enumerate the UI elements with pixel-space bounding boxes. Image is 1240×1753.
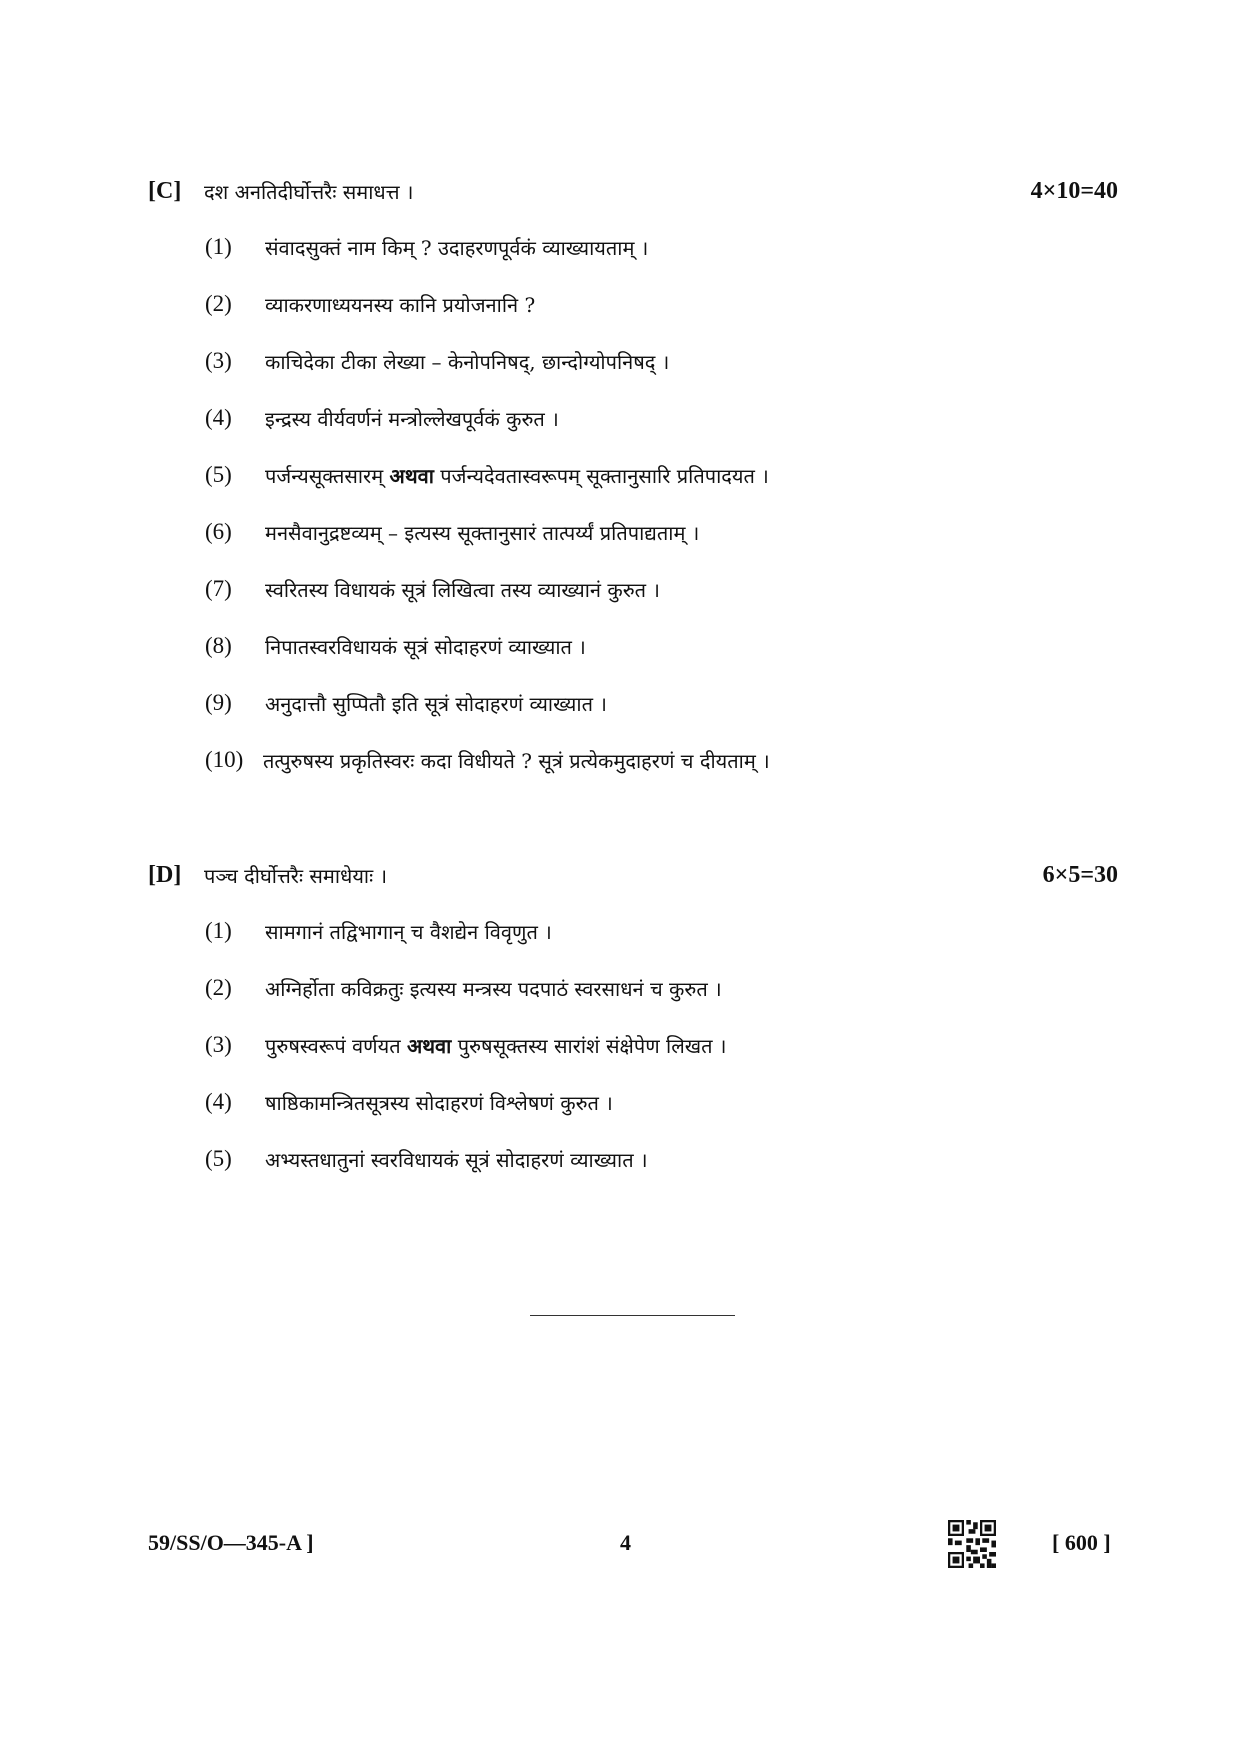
question-number: (8) — [205, 633, 232, 658]
question-number: (5) — [205, 462, 232, 487]
question-d-2 — [205, 975, 1105, 1011]
question-text-part: पुरुषसूक्तस्य सारांशं संक्षेपेण लिखत । — [457, 1034, 727, 1058]
question-d-4 — [205, 1089, 1105, 1125]
question-c-1 — [205, 234, 1105, 270]
section-c-marks: 4×10=40 — [1030, 178, 1118, 204]
question-text: षाष्ठिकामन्त्रितसूत्रस्य सोदाहरणं विश्लेषणं कुरुत । — [265, 1091, 613, 1115]
question-number: (2) — [205, 291, 232, 316]
question-c-7 — [205, 576, 1105, 612]
end-divider — [530, 1315, 735, 1316]
question-text: सामगानं तद्विभागान् च वैशद्येन विवृणुत । — [265, 920, 552, 944]
question-text: इन्द्रस्य वीर्यवर्णनं मन्त्रोल्लेखपूर्वकं कुरुत । — [265, 407, 559, 431]
question-d-3 — [205, 1032, 1105, 1068]
question-text — [265, 1032, 726, 1059]
question-text — [265, 462, 769, 489]
question-c-8 — [205, 633, 1105, 669]
question-number: (3) — [205, 1032, 232, 1057]
question-c-10 — [205, 747, 1105, 783]
question-number: (1) — [205, 918, 232, 943]
question-text: स्वरितस्य विधायकं सूत्रं लिखित्वा तस्य व्याख्यानं कुरुत । — [265, 578, 661, 602]
question-c-4 — [205, 405, 1105, 441]
question-number: (4) — [205, 405, 232, 430]
question-c-3 — [205, 348, 1105, 384]
question-text: मनसैवानुद्रष्टव्यम् – इत्यस्य सूक्तानुसारं तात्पर्य्यं प्रतिपाद्यताम् । — [265, 521, 700, 545]
question-d-1 — [205, 918, 1105, 954]
question-text: व्याकरणाध्ययनस्य कानि प्रयोजनानि ? — [265, 293, 536, 317]
section-c-header — [148, 178, 1118, 218]
question-number: (6) — [205, 519, 232, 544]
question-number: (7) — [205, 576, 232, 601]
question-text-part: पर्जन्यदेवतास्वरूपम् सूक्तानुसारि प्रतिपादयत । — [440, 464, 769, 488]
question-text-part: पर्जन्यसूक्तसारम् — [265, 464, 384, 488]
question-c-5 — [205, 462, 1105, 498]
section-c-title: दश अनतिदीर्घोत्तरैः समाधत्त । — [204, 180, 414, 204]
section-d-marks: 6×5=30 — [1042, 862, 1118, 888]
question-number: (1) — [205, 234, 232, 259]
paper-code: 59/SS/O—345-A ] — [148, 1530, 314, 1555]
question-text: तत्पुरुषस्य प्रकृतिस्वरः कदा विधीयते ? सूत्रं प्रत्येकमुदाहरणं च दीयताम् । — [263, 749, 770, 773]
question-d-5 — [205, 1146, 1105, 1182]
section-d-title: पञ्च दीर्घोत्तरैः समाधेयाः । — [204, 864, 388, 888]
question-c-2 — [205, 291, 1105, 327]
question-c-6 — [205, 519, 1105, 555]
question-number: (10) — [205, 747, 244, 772]
section-d-label: [D] — [148, 862, 182, 888]
copies-count: [ 600 ] — [1052, 1530, 1111, 1555]
question-text: काचिदेका टीका लेख्या – केनोपनिषद्, छान्दोग्योपनिषद् । — [265, 350, 670, 374]
qr-code-icon — [948, 1520, 996, 1568]
page-number: 4 — [620, 1530, 631, 1555]
question-text: अनुदात्तौ सुप्पितौ इति सूत्रं सोदाहरणं व्याख्यात । — [265, 692, 607, 716]
question-number: (4) — [205, 1089, 232, 1114]
question-text-part: पुरुषस्वरूपं वर्णयत — [265, 1034, 401, 1058]
or-keyword: अथवा — [406, 1034, 452, 1058]
section-c-label: [C] — [148, 178, 182, 204]
question-c-9 — [205, 690, 1105, 726]
question-text: संवादसुक्तं नाम किम् ? उदाहरणपूर्वकं व्याख्यायताम् । — [265, 236, 649, 260]
question-number: (2) — [205, 975, 232, 1000]
question-text: अभ्यस्तधातुनां स्वरविधायकं सूत्रं सोदाहरणं व्याख्यात । — [265, 1148, 648, 1172]
section-d-header — [148, 862, 1118, 902]
question-number: (3) — [205, 348, 232, 373]
question-number: (9) — [205, 690, 232, 715]
question-text: अग्निर्होता कविक्रतुः इत्यस्य मन्त्रस्य पदपाठं स्वरसाधनं च कुरुत । — [265, 977, 722, 1001]
question-number: (5) — [205, 1146, 232, 1171]
question-text: निपातस्वरविधायकं सूत्रं सोदाहरणं व्याख्यात । — [265, 635, 586, 659]
or-keyword: अथवा — [389, 464, 434, 488]
